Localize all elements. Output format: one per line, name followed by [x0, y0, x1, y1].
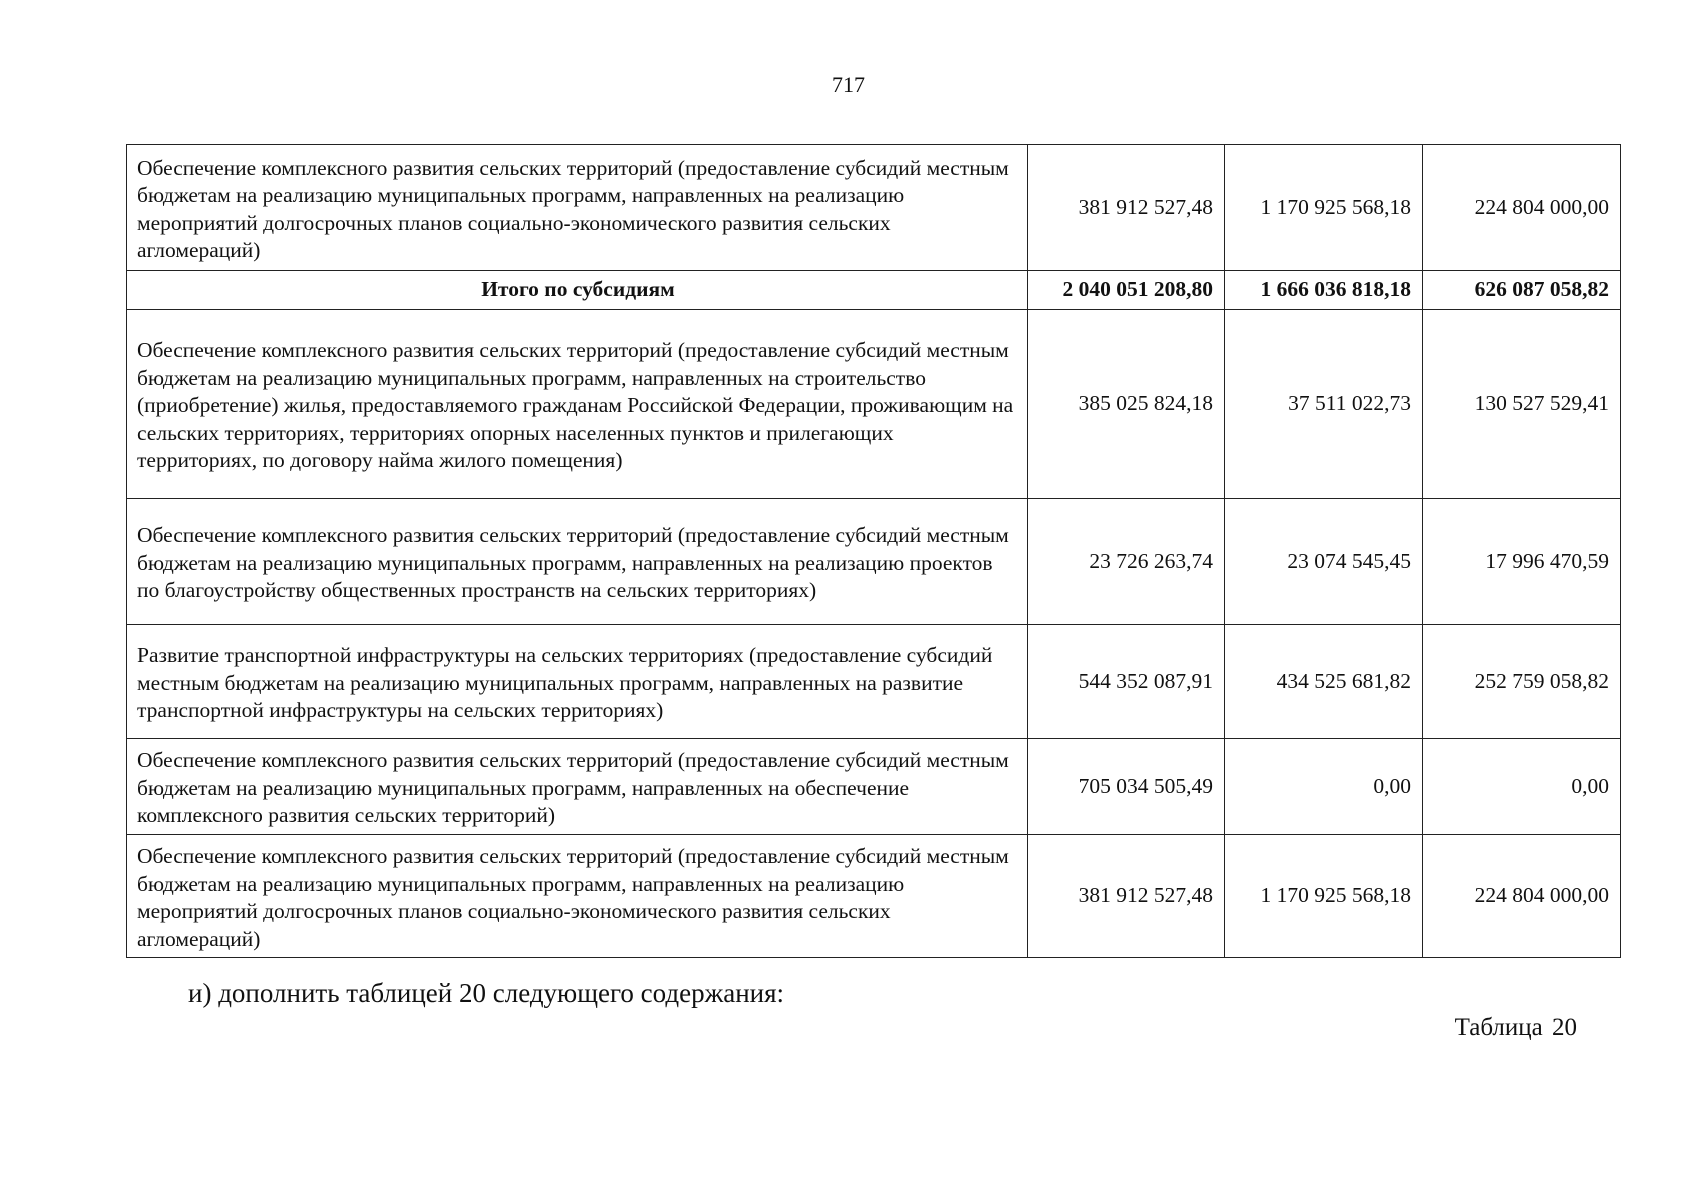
row-value-1: 381 912 527,48 [1028, 145, 1225, 271]
total-value-1: 2 040 051 208,80 [1028, 271, 1225, 310]
total-row [127, 271, 1621, 310]
page-number: 717 [832, 72, 865, 97]
row-value-1: 705 034 505,49 [1028, 739, 1225, 835]
row-value-2: 1 170 925 568,18 [1225, 145, 1423, 271]
row-value-3: 17 996 470,59 [1423, 499, 1621, 625]
row-description: Развитие транспортной инфраструктуры на сельских территориях (предоставление субсидий местным бюджетам на реализацию муниципальных программ, направленных на развитие транспортной инфраструктуры на сельских территориях) [127, 625, 1028, 739]
row-value-2: 0,00 [1225, 739, 1423, 835]
total-label: Итого по субсидиям [127, 271, 1028, 310]
row-description: Обеспечение комплексного развития сельских территорий (предоставление субсидий местным бюджетам на реализацию муниципальных программ, направленных на реализацию мероприятий долгосрочных планов социально-экономического развития сельских агломераций) [127, 145, 1028, 271]
table-row [127, 835, 1621, 958]
row-value-2: 434 525 681,82 [1225, 625, 1423, 739]
table-row [127, 310, 1621, 499]
row-value-3: 224 804 000,00 [1423, 835, 1621, 958]
row-description: Обеспечение комплексного развития сельских территорий (предоставление субсидий местным бюджетам на реализацию муниципальных программ, направленных на реализацию проектов по благоустройству общественных пространств на сельских территориях) [127, 499, 1028, 625]
total-value-3: 626 087 058,82 [1423, 271, 1621, 310]
row-description: Обеспечение комплексного развития сельских территорий (предоставление субсидий местным бюджетам на реализацию муниципальных программ, направленных на реализацию мероприятий долгосрочных планов социально-экономического развития сельских агломераций) [127, 835, 1028, 958]
row-value-3: 0,00 [1423, 739, 1621, 835]
table-row [127, 145, 1621, 271]
table-row [127, 739, 1621, 835]
budget-table [126, 144, 1621, 958]
table-row [127, 499, 1621, 625]
row-value-3: 224 804 000,00 [1423, 145, 1621, 271]
row-value-3: 252 759 058,82 [1423, 625, 1621, 739]
table-row [127, 625, 1621, 739]
instruction-text: и) дополнить таблицей 20 следующего содержания: [188, 978, 785, 1008]
total-value-2: 1 666 036 818,18 [1225, 271, 1423, 310]
table-caption: Таблица 20 [1454, 1014, 1577, 1041]
row-value-2: 1 170 925 568,18 [1225, 835, 1423, 958]
row-description: Обеспечение комплексного развития сельских территорий (предоставление субсидий местным бюджетам на реализацию муниципальных программ, направленных на обеспечение комплексного развития сельских территорий) [127, 739, 1028, 835]
row-value-2: 23 074 545,45 [1225, 499, 1423, 625]
row-value-2: 37 511 022,73 [1225, 310, 1423, 499]
row-value-1: 385 025 824,18 [1028, 310, 1225, 499]
row-description: Обеспечение комплексного развития сельских территорий (предоставление субсидий местным бюджетам на реализацию муниципальных программ, направленных на строительство (приобретение) жилья, предоставляемого гражданам Российской Федерации, проживающим на сельских территориях, территориях опорных населенных пунктов и прилегающих территориях, по договору найма жилого помещения) [127, 310, 1028, 499]
row-value-1: 381 912 527,48 [1028, 835, 1225, 958]
row-value-3: 130 527 529,41 [1423, 310, 1621, 499]
row-value-1: 544 352 087,91 [1028, 625, 1225, 739]
row-value-1: 23 726 263,74 [1028, 499, 1225, 625]
